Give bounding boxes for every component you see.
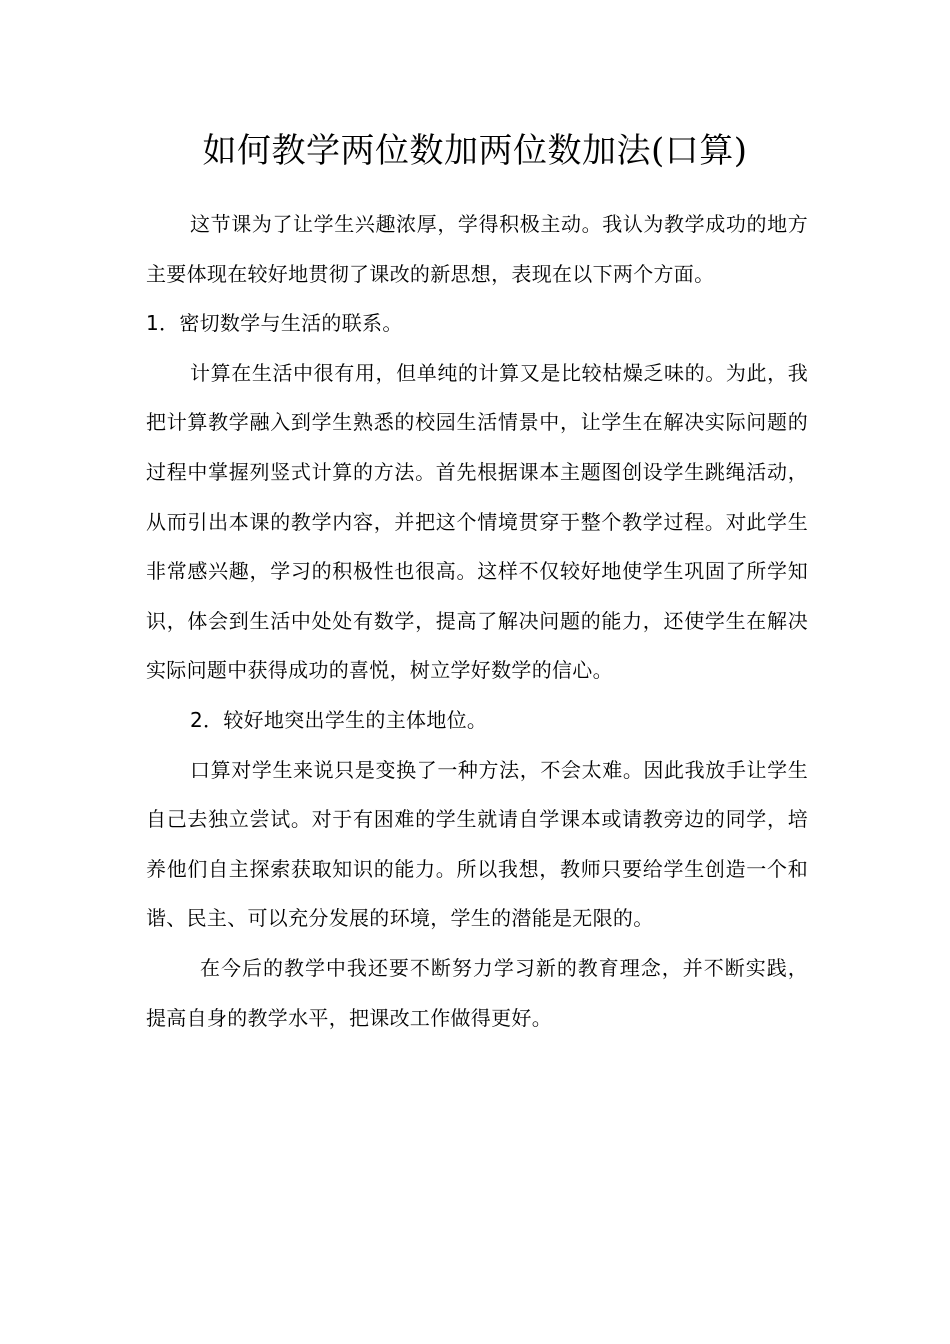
heading-point-2: 2．较好地突出学生的主体地位。 [190,707,488,732]
document-body [146,200,808,1043]
paragraph-point-1: 计算在生活中很有用，但单纯的计算又是比较枯燥乏味的。为此，我把计算教学融入到学生熟悉的校园生活情景中，让学生在解决实际问题的过程中掌握列竖式计算的方法。首先根据课本主题图创设学生跳绳活动，从而引出本课的教学内容，并把这个情境贯穿于整个教学过程。对此学生非常感兴趣，学习的积极性也很高。这样不仅较好地使学生巩固了所学知识，体会到生活中处处有数学，提高了解决问题的能力，还使学生在解决实际问题中获得成功的喜悦，树立学好数学的信心。 [146,360,808,683]
heading-point-1: 1．密切数学与生活的联系。 [146,311,403,336]
document-title: 如何教学两位数加两位数加法(口算) [202,131,748,171]
paragraph-point-2: 口算对学生来说只是变换了一种方法，不会太难。因此我放手让学生自己去独立尝试。对于有困难的学生就请自学课本或请教旁边的同学，培养他们自主探索获取知识的能力。所以我想，教师只要给学生创造一个和谐、民主、可以充分发展的环境，学生的潜能是无限的。 [146,757,808,931]
paragraph-intro: 这节课为了让学生兴趣浓厚，学得积极主动。我认为教学成功的地方主要体现在较好地贯彻了课改的新思想，表现在以下两个方面。 [146,212,808,286]
paragraph-conclusion: 在今后的教学中我还要不断努力学习新的教育理念，并不断实践，提高自身的教学水平，把课改工作做得更好。 [146,955,808,1030]
